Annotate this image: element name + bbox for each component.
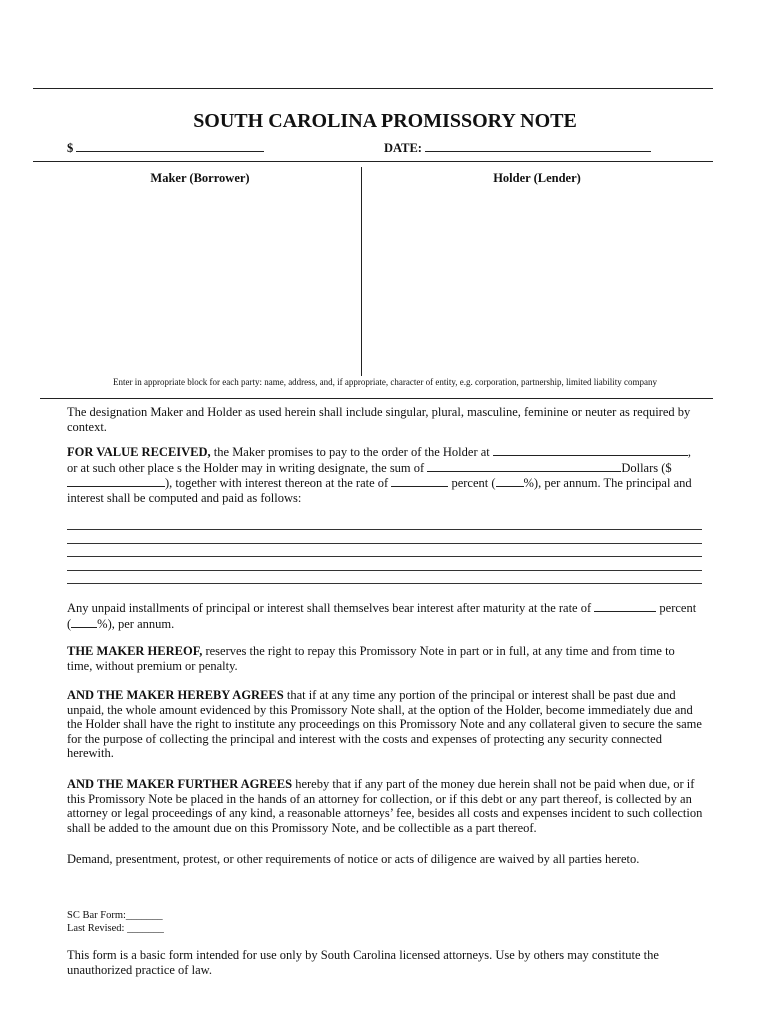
rate-number-blank[interactable] xyxy=(496,475,524,487)
holder-block[interactable] xyxy=(364,190,712,370)
payment-terms-line[interactable] xyxy=(67,570,702,571)
text: %), per annum. The principal and interest shall be computed and paid as follows: xyxy=(67,476,692,505)
payment-terms-line[interactable] xyxy=(67,529,702,530)
value-received-paragraph xyxy=(67,444,703,505)
amount-blank[interactable] xyxy=(76,140,264,152)
date-blank[interactable] xyxy=(425,140,651,152)
maturity-rate-words-blank[interactable] xyxy=(594,600,656,612)
text: ), together with interest thereon at the rate of xyxy=(165,476,392,491)
prepayment-paragraph xyxy=(67,644,703,673)
acceleration-paragraph xyxy=(67,688,703,761)
holder-label: Holder (Lender) xyxy=(493,171,581,185)
date-label: DATE: xyxy=(384,141,422,155)
top-rule xyxy=(33,88,713,89)
unpaid-installments-paragraph xyxy=(67,600,703,631)
payment-terms-line[interactable] xyxy=(67,556,702,557)
text: Any unpaid installments of principal or interest shall themselves bear interest after maturity at the rate of xyxy=(67,601,595,615)
payment-place-blank[interactable] xyxy=(493,444,688,456)
text: percent ( xyxy=(67,601,697,631)
amount-label: $ xyxy=(67,141,74,155)
designation-paragraph: The designation Maker and Holder as used herein shall include singular, plural, masculine, feminine or neuter as required by context. xyxy=(67,405,691,434)
text: the Maker promises to pay to the order of the Holder at xyxy=(210,445,493,459)
text: , or at such other place s the Holder may in writing designate, the sum of xyxy=(67,445,692,475)
acceleration-heading: AND THE MAKER HEREBY AGREES xyxy=(67,688,284,702)
bar-form-label: SC Bar Form:_______ xyxy=(67,910,163,921)
sum-number-blank[interactable] xyxy=(67,475,165,487)
payment-terms-line[interactable] xyxy=(67,583,702,584)
prepayment-heading: THE MAKER HEREOF, xyxy=(67,644,203,658)
value-received-heading: FOR VALUE RECEIVED, xyxy=(67,445,211,459)
parties-rule xyxy=(40,398,713,399)
text: Dollars ( xyxy=(621,460,666,475)
disclaimer: This form is a basic form intended for use only by South Carolina licensed attorneys. Use by others may constitute the unauthorized practice of law. xyxy=(67,948,659,977)
amount-field[interactable] xyxy=(67,140,264,156)
sum-words-blank[interactable] xyxy=(427,460,621,472)
text: $ xyxy=(665,460,672,475)
text: %), per annum. xyxy=(97,616,175,631)
last-revised-label: Last Revised: _______ xyxy=(67,923,164,934)
column-divider xyxy=(361,167,362,376)
collection-costs-heading: AND THE MAKER FURTHER AGREES xyxy=(67,777,293,791)
text: hereby that if any part of the money due herein shall not be paid when due, or if this Promissory Note be placed in the hands of an attorney for collection, or if this debt or any part thereof, is collected by an attorney or legal proceedings of any kind, a reasonable attorneys’ fee, besides all costs and expenses incident to such collection shall be added to the amount due on this Promissory Note, and be collectible as a part thereof. xyxy=(67,777,703,835)
party-instruction: Enter in appropriate block for each party: name, address, and, if appropriate, character of entity, e.g. corporation, partnership, limited liability company xyxy=(113,377,657,387)
maker-block[interactable] xyxy=(40,190,358,370)
text: that if at any time any portion of the principal or interest shall be past due and unpaid, the whole amount evidenced by this Promissory Note shall, at the option of the Holder, become immediately due and the Holder shall have the right to institute any proceedings on this Promissory Note and any collateral given to secure the same for the purpose of collecting the principal and interest with the costs and expenses of protecting any security connected herewith. xyxy=(67,688,702,761)
payment-terms-line[interactable] xyxy=(67,543,702,544)
text: percent ( xyxy=(448,476,496,491)
maturity-rate-number-blank[interactable] xyxy=(71,616,97,628)
collection-costs-paragraph xyxy=(67,777,703,835)
date-field[interactable] xyxy=(384,140,651,156)
maker-label: Maker (Borrower) xyxy=(150,171,250,185)
page-title: SOUTH CAROLINA PROMISSORY NOTE xyxy=(193,110,577,132)
rate-words-blank[interactable] xyxy=(391,475,448,487)
form-info xyxy=(67,909,164,935)
text: reserves the right to repay this Promissory Note in part or in full, at any time and from time to time, without premium or penalty. xyxy=(67,644,675,673)
waiver-paragraph: Demand, presentment, protest, or other requirements of notice or acts of diligence are waived by all parties hereto. xyxy=(67,852,640,866)
header-rule xyxy=(33,161,713,162)
